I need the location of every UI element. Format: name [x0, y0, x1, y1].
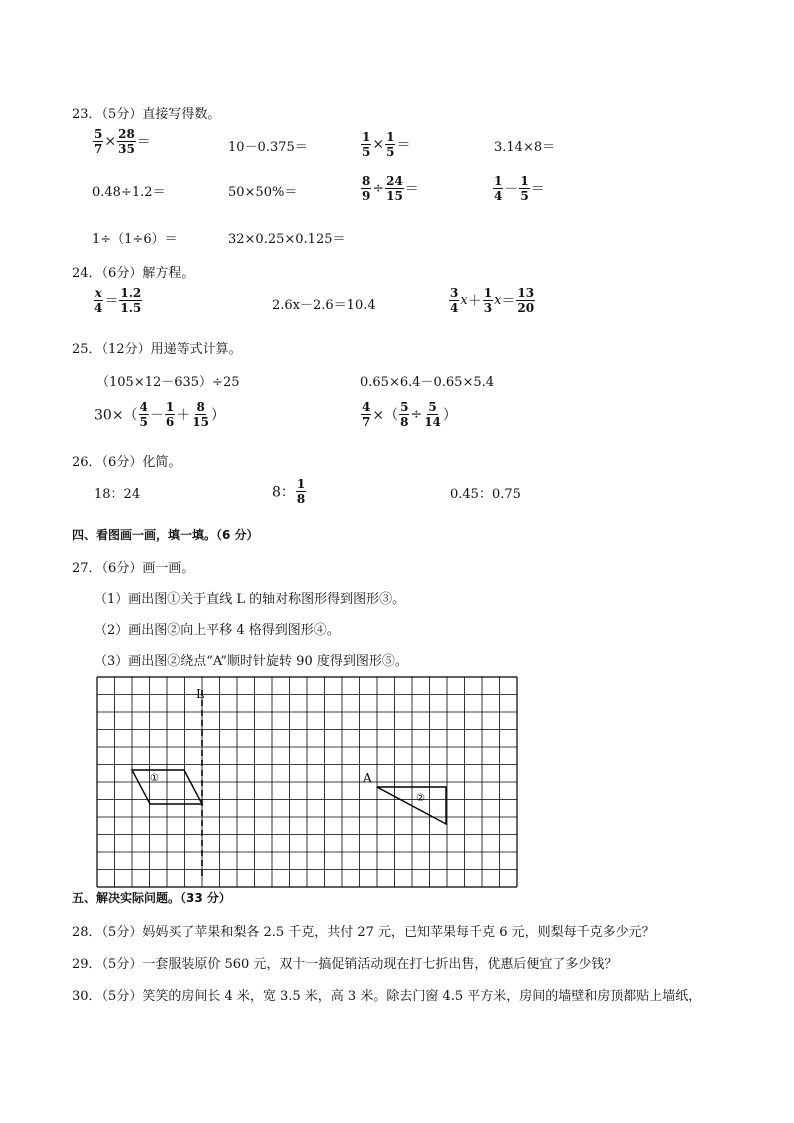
q23-r2-d: $\frac{1}{4}$ － $\frac{1}{5}$ ＝: [494, 174, 545, 203]
label-A: A: [363, 771, 372, 785]
q23-r1-c: $\frac{1}{5}$ × $\frac{1}{5}$ ＝: [362, 130, 411, 159]
q23-r1-d: 3.14×8＝: [494, 140, 556, 155]
section-4-heading: 四、看图画一画，填一填。（6 分）: [72, 528, 259, 542]
q25-e4: $\frac{4}{7}$ ×（ $\frac{5}{8}$ ÷ $\frac{5}{14}$ ）: [362, 400, 457, 429]
section-5-heading: 五、解决实际问题。（33 分）: [72, 891, 231, 905]
q24-title: 24．（6分）解方程。: [72, 266, 195, 281]
shape-2-triangle: [377, 787, 446, 824]
label-L: L: [196, 687, 204, 701]
q27-step-1: （1）画出图①关于直线 L 的轴对称图形得到图形③。: [94, 592, 406, 607]
q23-title: 23．（5分）直接写得数。: [72, 107, 221, 122]
q23-r1-b: 10－0.375＝: [228, 140, 308, 155]
q26-e2: 8： $\frac{1}{8}$: [272, 477, 306, 506]
q27-title: 27．（6分）画一画。: [72, 561, 195, 576]
q26-e3: 0.45：0.75: [450, 487, 521, 502]
grid-lines: [97, 677, 517, 887]
q27-step-3: （3）画出图②绕点“A”顺时针旋转 90 度得到图形⑤。: [94, 654, 408, 669]
q25-title: 25．（12分）用递等式计算。: [72, 342, 242, 357]
q26-e1: 18：24: [94, 487, 141, 502]
shape-2-label: ②: [416, 793, 425, 804]
q29-text: 29．（5分）一套服装原价 560 元，双十一搞促销活动现在打七折出售，优惠后便宜了多少钱？: [72, 957, 618, 972]
q25-e2: 0.65×6.4－0.65×5.4: [360, 375, 495, 390]
q28-text: 28．（5分）妈妈买了苹果和梨各 2.5 千克，共付 27 元，已知苹果每千克 6 元，则梨每千克多少元？: [72, 925, 655, 940]
q23-r2-c: $\frac{8}{9}$ ÷ $\frac{24}{15}$ ＝: [362, 174, 419, 203]
q25-e3: 30×（ $\frac{4}{5}$ － $\frac{1}{6}$ ＋ $\frac{8}{15}$ ）: [94, 400, 225, 429]
q26-title: 26．（6分）化简。: [72, 455, 182, 470]
q30-text: 30．（5分）笑笑的房间长 4 米，宽 3.5 米，高 3 米。除去门窗 4.5 平方米，房间的墙壁和房顶都贴上墙纸，: [72, 989, 702, 1004]
q23-r3-b: 32×0.25×0.125＝: [228, 232, 346, 247]
q24-e1: $\frac{x}{4}$ ＝ $\frac{1.2}{1.5}$: [94, 286, 142, 315]
q24-e2: 2.6x－2.6＝10.4: [272, 298, 376, 313]
shape-1-label: ①: [150, 773, 159, 784]
q23-r3-a: 1÷（1÷6）＝: [92, 232, 178, 247]
q24-e3: $\frac{3}{4}$ x＋ $\frac{1}{3}$ x＝ $\frac{13}{20}$: [450, 286, 535, 315]
q23-r2-b: 50×50%＝: [228, 185, 298, 200]
q23-r2-a: 0.48÷1.2＝: [92, 185, 166, 200]
q27-step-2: （2）画出图②向上平移 4 格得到图形④。: [94, 623, 340, 638]
q23-r1-a: $\frac{5}{7}$ × $\frac{28}{35}$ ＝: [94, 127, 151, 156]
q25-e1: （105×12－635）÷25: [96, 375, 240, 390]
